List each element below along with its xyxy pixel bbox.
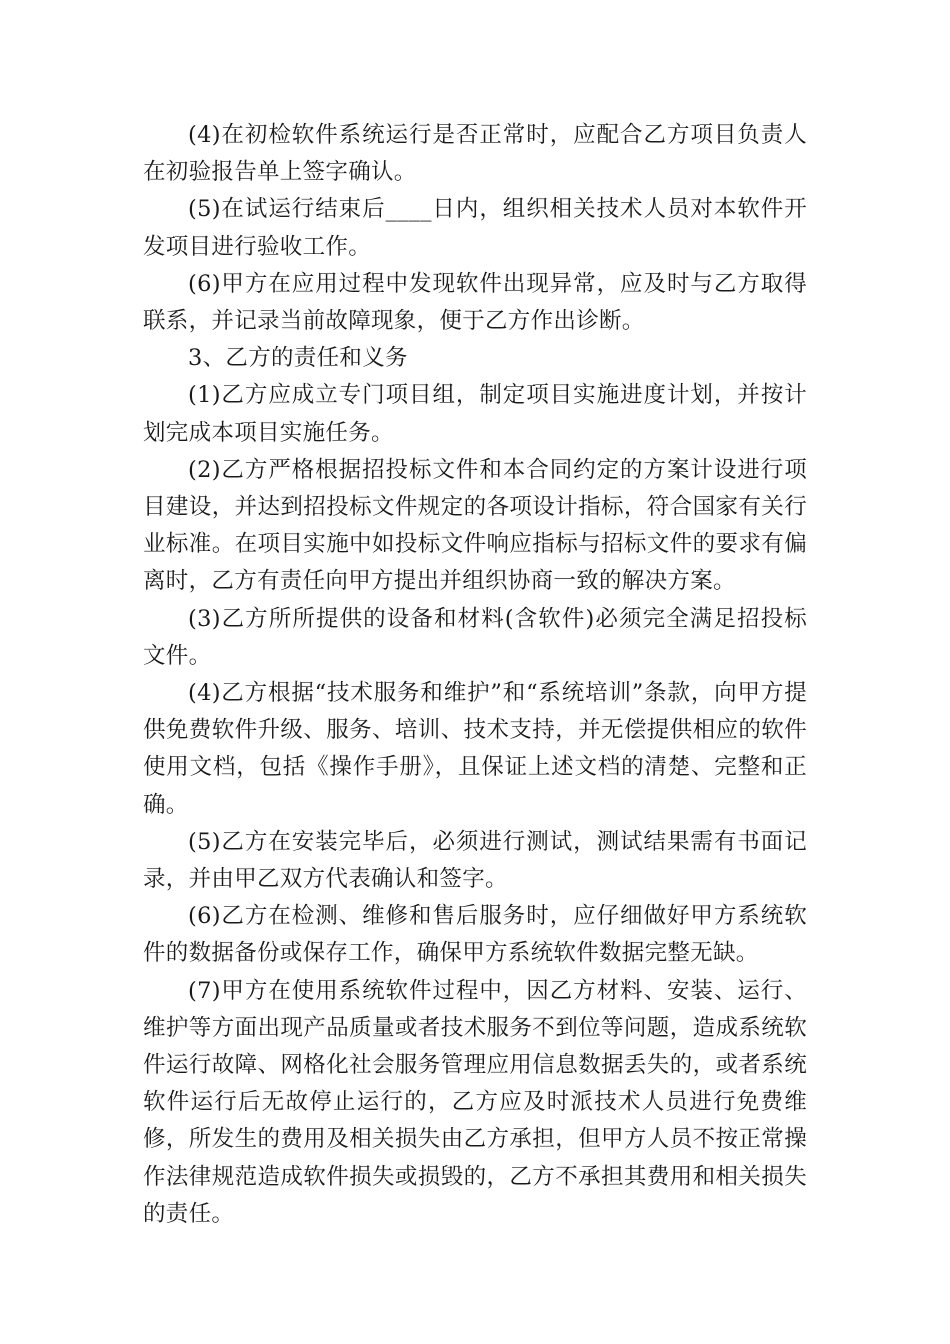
paragraph-yi-7: (7)甲方在使用系统软件过程中，因乙方材料、安装、运行、维护等方面出现产品质量或者技术服务不到位等问题，造成系统软件运行故障、网格化社会服务管理应用信息数据丢失的，或者系统软件运行后无故停止运行的，乙方应及时派技术人员进行免费维修，所发生的费用及相关损失由乙方承担，但甲方人员不按正常操作法律规范造成软件损失或损毁的，乙方不承担其费用和相关损失的责任。	[143, 977, 807, 1227]
paragraph-yi-2: (2)乙方严格根据招投标文件和本合同约定的方案计设进行项目建设，并达到招投标文件规定的各项设计指标，符合国家有关行业标准。在项目实施中如投标文件响应指标与招标文件的要求有偏离时，乙方有责任向甲方提出并组织协商一致的解决方案。	[143, 456, 807, 595]
paragraph-jia-4: (4)在初检软件系统运行是否正常时，应配合乙方项目负责人在初验报告单上签字确认。	[143, 122, 807, 186]
paragraph-yi-3: (3)乙方所所提供的设备和材料(含软件)必须完全满足招投标文件。	[143, 605, 807, 669]
document-body	[143, 117, 807, 1233]
paragraph-yi-4: (4)乙方根据“技术服务和维护”和“系统培训”条款，向甲方提供免费软件升级、服务、培训、技术支持，并无偿提供相应的软件使用文档，包括《操作手册》，且保证上述文档的清楚、完整和正确。	[143, 680, 807, 818]
paragraph-yi-5: (5)乙方在安装完毕后，必须进行测试，测试结果需有书面记录，并由甲乙双方代表确认和签字。	[143, 828, 807, 893]
paragraph-yi-1: (1)乙方应成立专门项目组，制定项目实施进度计划，并按计划完成本项目实施任务。	[143, 382, 807, 446]
section-heading-yi-duties: 3、乙方的责任和义务	[188, 345, 408, 372]
paragraph-yi-6: (6)乙方在检测、维修和售后服务时，应仔细做好甲方系统软件的数据备份或保存工作，确保甲方系统软件数据完整无缺。	[143, 903, 807, 967]
paragraph-jia-6: (6)甲方在应用过程中发现软件出现异常，应及时与乙方取得联系，并记录当前故障现象，便于乙方作出诊断。	[143, 270, 807, 335]
paragraph-jia-5: (5)在试运行结束后____日内，组织相关技术人员对本软件开发项目进行验收工作。	[143, 196, 807, 260]
